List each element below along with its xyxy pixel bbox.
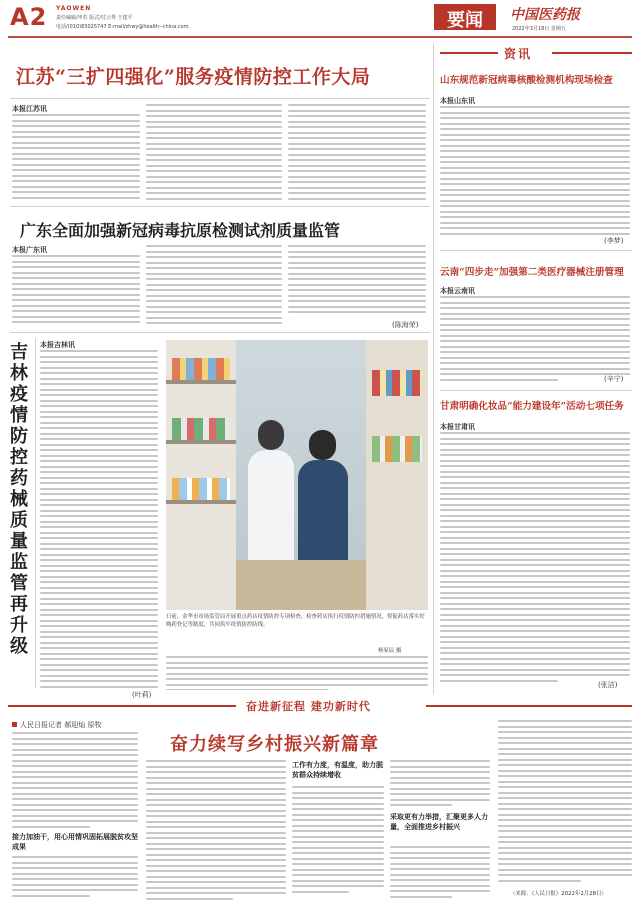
brief-rule-2 bbox=[440, 390, 632, 391]
lead-body-col-2 bbox=[146, 104, 282, 200]
story3-top-rule bbox=[10, 332, 430, 333]
brief-story1-byline: 本报山东讯 bbox=[440, 97, 475, 105]
photo-caption: 日前，金华市市场监管局开展重点药店疫情防控专项检查，检查药店执行疫情防控措施情况，督促药店落实好购药登记等制度，共同筑牢疫情防控防线。 bbox=[166, 614, 425, 628]
brief-header-line-left bbox=[440, 52, 498, 54]
product-boxes-3 bbox=[172, 478, 230, 500]
band-text: 奋进新征程 建功新时代 bbox=[246, 700, 371, 713]
brief-story2-byline: 本报云南讯 bbox=[440, 287, 475, 295]
product-boxes-5 bbox=[372, 436, 422, 462]
band-line-right bbox=[426, 705, 632, 707]
photo-credit: 杨家辰 摄 bbox=[378, 648, 402, 654]
lead-byline: 本报江苏讯 bbox=[12, 105, 47, 113]
brief-story2-reporter: (辛宁) bbox=[604, 375, 624, 383]
product-boxes-1 bbox=[172, 358, 230, 380]
brief-story1-title: 山东规范新冠病毒核酸检测机构现场检查 bbox=[440, 75, 613, 86]
story2-reporter: (陈海荣) bbox=[392, 321, 419, 329]
bottom-kicker-text: 人民日报记者 郝迎灿 原牧 bbox=[20, 721, 102, 729]
brief-story3-title: 甘肃明确化妆品“能力建设年”活动七项任务 bbox=[440, 401, 624, 412]
bottom-subhead-2: 工作有力度，有温度，助力脱贫群众持续增收 bbox=[292, 760, 383, 779]
story2-top-rule bbox=[10, 206, 430, 207]
brief-story3-reporter: (张洁) bbox=[598, 681, 618, 689]
paper-name: 中国医药报 bbox=[510, 7, 580, 23]
brief-header bbox=[440, 44, 632, 62]
section-name: 要闻 bbox=[447, 10, 483, 31]
brief-story1-body bbox=[440, 106, 630, 238]
story2-body-col-2 bbox=[146, 245, 282, 327]
band-line-left bbox=[8, 705, 236, 707]
bottom-subhead-3: 采取更有力举措，汇聚更多人力量，全面推进乡村振兴 bbox=[390, 812, 488, 831]
story3-vertical-divider bbox=[35, 338, 36, 688]
lead-headline: 江苏“三扩四强化”服务疫情防控工作大局 bbox=[16, 66, 371, 88]
phone-line: 电话/(010)83025747 E-mail/zhwy@health--china.com bbox=[56, 24, 189, 30]
section-tab bbox=[434, 4, 496, 30]
bottom-body-col-4b bbox=[390, 846, 490, 900]
inspector-head-2 bbox=[309, 430, 336, 460]
brief-story3-byline: 本报甘肃讯 bbox=[440, 423, 475, 431]
bottom-kicker-mark bbox=[12, 722, 17, 727]
bottom-body-col-1b bbox=[12, 856, 138, 900]
brief-header-line-right bbox=[552, 52, 632, 54]
right-column-divider bbox=[433, 44, 434, 694]
lead-body-col-3 bbox=[288, 104, 426, 200]
bottom-body-col-4a bbox=[390, 760, 490, 810]
product-boxes-4 bbox=[372, 370, 422, 396]
inspector-head-1 bbox=[258, 420, 284, 450]
section-band bbox=[8, 698, 632, 714]
product-boxes-2 bbox=[172, 418, 230, 440]
brief-rule-1 bbox=[440, 250, 632, 251]
story2-headline: 广东全面加强新冠病毒抗原检测试剂质量监管 bbox=[20, 221, 341, 240]
section-label-latin: YAOWEN bbox=[56, 5, 92, 12]
brief-header-label: 资讯 bbox=[504, 47, 533, 61]
bottom-source: （来源：《人民日报》2022年2月28日） bbox=[510, 891, 607, 897]
lead-body-col-1 bbox=[12, 114, 140, 200]
shelf-row-2 bbox=[166, 440, 236, 444]
news-photo bbox=[166, 340, 428, 610]
counter bbox=[236, 560, 366, 610]
editor-line: 责任编辑/申若 版式/付云秀 王建平 bbox=[56, 15, 133, 21]
shelf-row-3 bbox=[166, 500, 236, 504]
brief-story2-title: 云南“四步走”加强第二类医疗器械注册管理 bbox=[440, 267, 624, 278]
story3-vertical-title: 吉林疫情防控药械质量监管再升级 bbox=[10, 342, 28, 657]
shelf-row-1 bbox=[166, 380, 236, 384]
story3-reporter: (叶莉) bbox=[132, 691, 152, 699]
bottom-body-col-3 bbox=[292, 786, 384, 900]
page-code: A2 bbox=[10, 3, 48, 31]
masthead bbox=[0, 0, 640, 36]
bottom-body-col-1 bbox=[12, 732, 138, 828]
bottom-body-col-2 bbox=[146, 760, 286, 900]
bottom-subhead-1: 接力加油干，用心用情巩固拓展脱贫攻坚成果 bbox=[12, 832, 138, 851]
story3-byline: 本报吉林讯 bbox=[40, 341, 75, 349]
brief-story3-body bbox=[440, 432, 630, 682]
bottom-kicker bbox=[12, 720, 101, 730]
story2-byline: 本报广东讯 bbox=[12, 246, 47, 254]
bottom-headline: 奋力续写乡村振兴新篇章 bbox=[170, 734, 379, 755]
brief-story2-body bbox=[440, 296, 630, 382]
bottom-body-col-5 bbox=[498, 720, 632, 886]
date-line: 2022年3月18日 星期五 bbox=[512, 26, 566, 32]
story2-body-col-3 bbox=[288, 245, 426, 317]
lead-headline-rule bbox=[10, 98, 430, 99]
story3-body-col-1 bbox=[40, 350, 158, 690]
brief-story1-reporter: (李梦) bbox=[604, 237, 624, 245]
story3-body-col-2 bbox=[166, 656, 428, 690]
masthead-rule bbox=[8, 36, 632, 38]
story2-body-col-1 bbox=[12, 255, 140, 327]
